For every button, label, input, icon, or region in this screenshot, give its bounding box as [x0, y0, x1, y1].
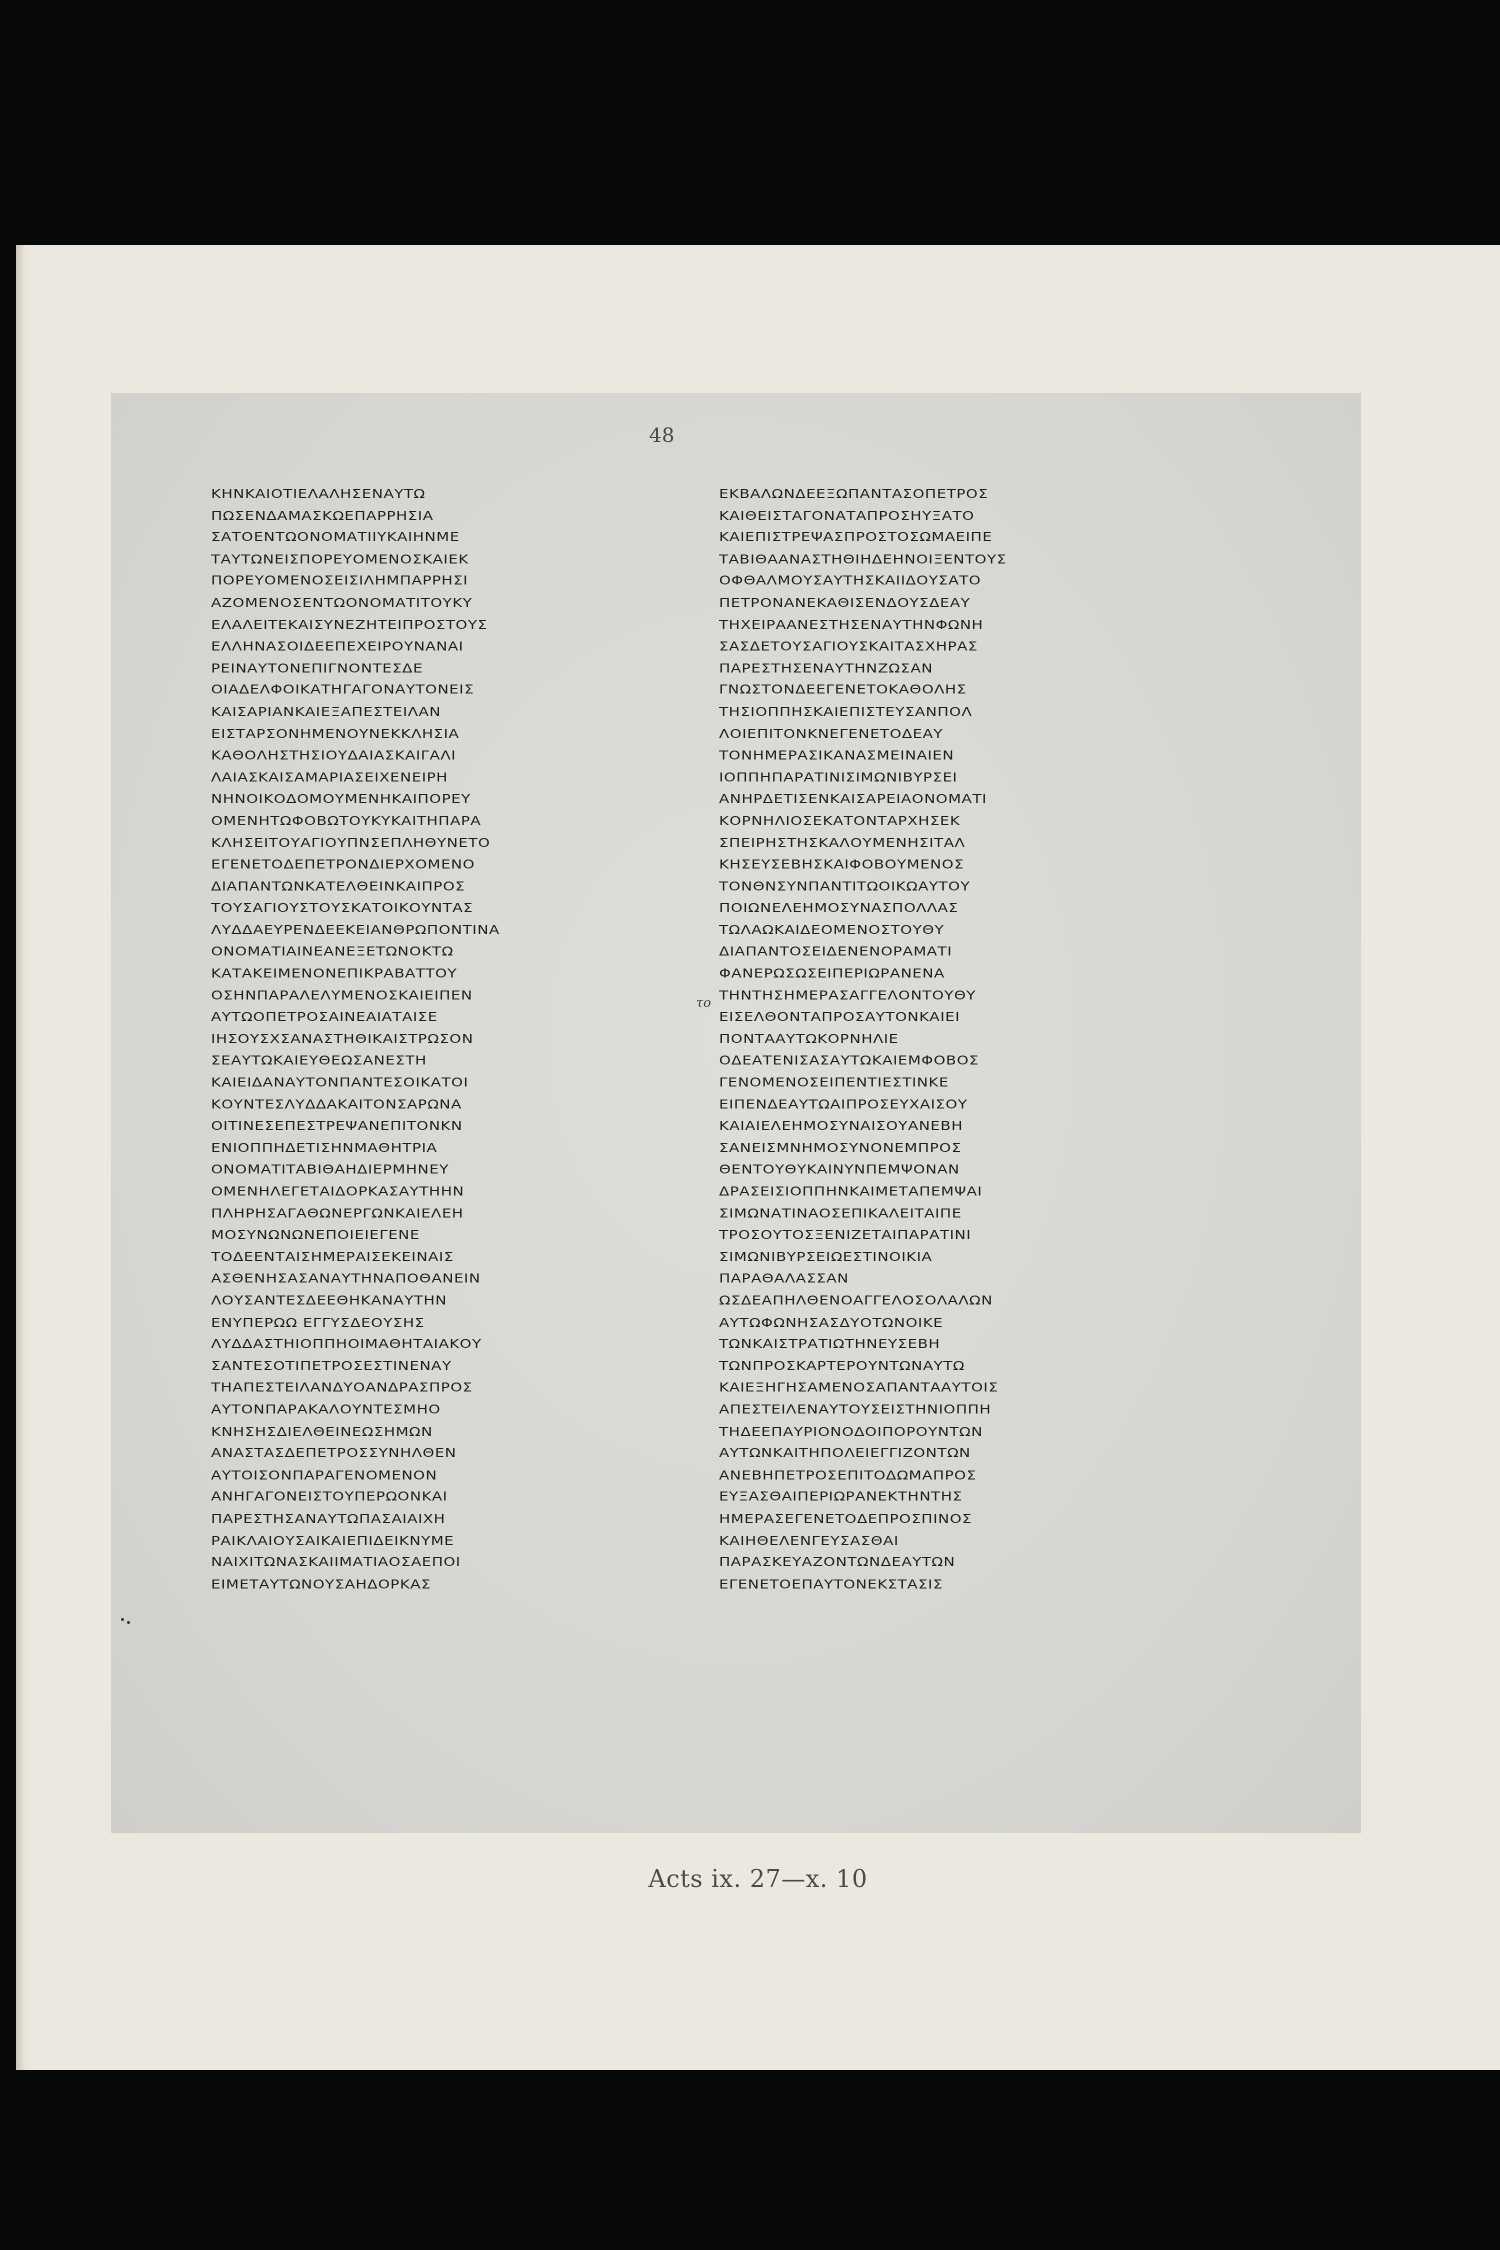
manuscript-line: ΕΙΠΕΝΔΕΑΥΤΩΑΙΠΡΟΣΕΥΧΑΙΣΟΥ — [719, 1096, 968, 1112]
manuscript-line: ΑΖΟΜΕΝΟΣΕΝΤΩΟΝΟΜΑΤΙΤΟΥΚΥ — [211, 595, 473, 611]
manuscript-line: ΑΝΕΒΗΠΕΤΡΟΣΕΠΙΤΟΔΩΜΑΠΡΟΣ — [719, 1467, 977, 1483]
manuscript-line: ΑΥΤΩΟΠΕΤΡΟΣΑΙΝΕΑΙΑΤΑΙΣΕ — [211, 1009, 438, 1025]
manuscript-line: ΕΝΥΠΕΡΩΩ ΕΓΓΥΣΔΕΟΥΣΗΣ — [211, 1314, 425, 1330]
manuscript-line: ΤΗΑΠΕΣΤΕΙΛΑΝΔΥΟΑΝΔΡΑΣΠΡΟΣ — [211, 1380, 473, 1396]
manuscript-line: ΤΩΝΚΑΙΣΤΡΑΤΙΩΤΗΝΕΥΣΕΒΗ — [719, 1336, 941, 1352]
manuscript-line: ΤΗΝΤΗΣΗΜΕΡΑΣΑΓΓΕΛΟΝΤΟΥΘΥ — [719, 987, 976, 1003]
manuscript-line: ΣΑΤΟΕΝΤΩΟΝΟΜΑΤΙΙΥΚΑΙΗΝΜΕ — [211, 529, 460, 545]
manuscript-line: ΚΗΣΕΥΣΕΒΗΣΚΑΙΦΟΒΟΥΜΕΝΟΣ — [719, 856, 965, 872]
manuscript-line: ΡΕΙΝΑΥΤΟΝΕΠΙΓΝΟΝΤΕΣΔΕ — [211, 660, 423, 676]
manuscript-line: ΕΚΒΑΛΩΝΔΕΕΞΩΠΑΝΤΑΣΟΠΕΤΡΟΣ — [719, 486, 989, 502]
manuscript-line: ΤΟΝΗΜΕΡΑΣΙΚΑΝΑΣΜΕΙΝΑΙΕΝ — [719, 747, 955, 763]
manuscript-line: ΓΕΝΟΜΕΝΟΣΕΙΠΕΝΤΙΕΣΤΙΝΚΕ — [719, 1075, 949, 1090]
manuscript-line: ΛΥΔΔΑΣΤΗΙΟΠΠΗΟΙΜΑΘΗΤΑΙΑΚΟΥ — [211, 1336, 482, 1352]
manuscript-line: ΣΙΜΩΝΙΒΥΡΣΕΙΩΕΣΤΙΝΟΙΚΙΑ — [719, 1249, 933, 1265]
page-edge — [16, 245, 30, 2070]
manuscript-line: ΛΥΔΔΑΕΥΡΕΝΔΕΕΚΕΙΑΝΘΡΩΠΟΝΤΙΝΑ — [211, 922, 500, 938]
manuscript-line: ΤΗΔΕΕΠΑΥΡΙΟΝΟΔΟΙΠΟΡΟΥΝΤΩΝ — [719, 1423, 983, 1439]
manuscript-line: ΚΛΗΣΕΙΤΟΥΑΓΙΟΥΠΝΣΕΠΛΗΘΥΝΕΤΟ — [211, 835, 491, 850]
manuscript-line: ΠΑΡΑΣΚΕΥΑΖΟΝΤΩΝΔΕΑΥΤΩΝ — [719, 1554, 956, 1570]
manuscript-line: ΟΣΗΝΠΑΡΑΛΕΛΥΜΕΝΟΣΚΑΙΕΙΠΕΝ — [211, 987, 473, 1003]
manuscript-line: ΔΙΑΠΑΝΤΩΝΚΑΤΕΛΘΕΙΝΚΑΙΠΡΟΣ — [211, 878, 466, 894]
manuscript-line: ΗΜΕΡΑΣΕΓΕΝΕΤΟΔΕΠΡΟΣΠΙΝΟΣ — [719, 1511, 973, 1526]
marginal-note: το — [696, 996, 712, 1011]
manuscript-line: ΠΟΝΤΑΑΥΤΩΚΟΡΝΗΛΙΕ — [719, 1031, 899, 1047]
manuscript-line: ΠΛΗΡΗΣΑΓΑΘΩΝΕΡΓΩΝΚΑΙΕΛΕΗ — [211, 1205, 464, 1221]
speck-mark — [121, 1618, 124, 1621]
manuscript-line: ΟΔΕΑΤΕΝΙΣΑΣΑΥΤΩΚΑΙΕΜΦΟΒΟΣ — [719, 1053, 979, 1069]
manuscript-line: ΚΑΘΟΛΗΣΤΗΣΙΟΥΔΑΙΑΣΚΑΙΓΑΛΙ — [211, 747, 457, 763]
manuscript-line: ΑΣΘΕΝΗΣΑΣΑΝΑΥΤΗΝΑΠΟΘΑΝΕΙΝ — [211, 1271, 481, 1287]
manuscript-line: ΠΑΡΑΘΑΛΑΣΣΑΝ — [719, 1271, 849, 1287]
manuscript-line: ΕΙΣΤΑΡΣΟΝΗΜΕΝΟΥΝΕΚΚΛΗΣΙΑ — [211, 726, 460, 741]
manuscript-line: ΤΡΟΣΟΥΤΟΣΞΕΝΙΖΕΤΑΙΠΑΡΑΤΙΝΙ — [719, 1227, 972, 1243]
manuscript-line: ΚΑΙΕΠΙΣΤΡΕΨΑΣΠΡΟΣΤΟΣΩΜΑΕΙΠΕ — [719, 529, 993, 545]
manuscript-line: ΦΑΝΕΡΩΣΩΣΕΙΠΕΡΙΩΡΑΝΕΝΑ — [719, 966, 945, 981]
manuscript-line: ΕΙΣΕΛΘΟΝΤΑΠΡΟΣΑΥΤΟΝΚΑΙΕΙ — [719, 1009, 961, 1025]
manuscript-line: ΚΑΙΣΑΡΙΑΝΚΑΙΕΞΑΠΕΣΤΕΙΛΑΝ — [211, 704, 441, 720]
book-page — [16, 245, 1500, 2070]
plate-caption: Acts ix. 27—x. 10 — [648, 1865, 868, 1893]
left-text-column — [211, 483, 671, 1595]
manuscript-line: ΝΑΙΧΙΤΩΝΑΣΚΑΙΙΜΑΤΙΑΟΣΑΕΠΟΙ — [211, 1554, 461, 1570]
manuscript-line: ΕΙΜΕΤΑΥΤΩΝΟΥΣΑΗΔΟΡΚΑΣ — [211, 1576, 431, 1592]
manuscript-line: ΟΙΤΙΝΕΣΕΠΕΣΤΡΕΨΑΝΕΠΙΤΟΝΚΝ — [211, 1118, 463, 1134]
manuscript-line: ΟΦΘΑΛΜΟΥΣΑΥΤΗΣΚΑΙΙΔΟΥΣΑΤΟ — [719, 573, 982, 589]
manuscript-line: ΠΩΣΕΝΔΑΜΑΣΚΩΕΠΑΡΡΗΣΙΑ — [211, 508, 434, 523]
manuscript-line: ΑΝΗΡΔΕΤΙΣΕΝΚΑΙΣΑΡΕΙΑΟΝΟΜΑΤΙ — [719, 791, 987, 807]
manuscript-line: ΤΟΔΕΕΝΤΑΙΣΗΜΕΡΑΙΣΕΚΕΙΝΑΙΣ — [211, 1249, 454, 1265]
manuscript-line: ΚΑΙΑΙΕΛΕΗΜΟΣΥΝΑΙΣΟΥΑΝΕΒΗ — [719, 1118, 963, 1134]
manuscript-line: ΙΗΣΟΥΣΧΣΑΝΑΣΤΗΘΙΚΑΙΣΤΡΩΣΟΝ — [211, 1031, 474, 1047]
manuscript-line: ΜΟΣΥΝΩΝΩΝΕΠΟΙΕΙΕΓΕΝΕ — [211, 1227, 420, 1243]
manuscript-line: ΩΣΔΕΑΠΗΛΘΕΝΟΑΓΓΕΛΟΣΟΛΑΛΩΝ — [719, 1293, 993, 1308]
manuscript-line: ΕΓΕΝΕΤΟΕΠΑΥΤΟΝΕΚΣΤΑΣΙΣ — [719, 1576, 943, 1592]
manuscript-line: ΑΥΤΟΝΠΑΡΑΚΑΛΟΥΝΤΕΣΜΗΟ — [211, 1402, 441, 1417]
manuscript-line: ΚΟΥΝΤΕΣΛΥΔΔΑΚΑΙΤΟΝΣΑΡΩΝΑ — [211, 1096, 462, 1112]
manuscript-line: ΟΙΑΔΕΛΦΟΙΚΑΤΗΓΑΓΟΝΑΥΤΟΝΕΙΣ — [211, 682, 475, 698]
right-text-column — [719, 483, 1189, 1595]
manuscript-line: ΡΑΙΚΛΑΙΟΥΣΑΙΚΑΙΕΠΙΔΕΙΚΝΥΜΕ — [211, 1533, 455, 1548]
manuscript-line: ΑΥΤΩΦΩΝΗΣΑΣΔΥΟΤΩΝΟΙΚΕ — [719, 1314, 944, 1330]
manuscript-line: ΚΑΙΕΙΔΑΝΑΥΤΟΝΠΑΝΤΕΣΟΙΚΑΤΟΙ — [211, 1075, 469, 1090]
manuscript-line: ΚΗΝΚΑΙΟΤΙΕΛΑΛΗΣΕΝΑΥΤΩ — [211, 486, 426, 502]
manuscript-line: ΤΗΣΙΟΠΠΗΣΚΑΙΕΠΙΣΤΕΥΣΑΝΠΟΛ — [719, 704, 973, 720]
manuscript-line: ΟΜΕΝΗΤΩΦΟΒΩΤΟΥΚΥΚΑΙΤΗΠΑΡΑ — [211, 813, 482, 829]
speck-mark — [127, 1621, 130, 1624]
manuscript-line: ΑΝΑΣΤΑΣΔΕΠΕΤΡΟΣΣΥΝΗΛΘΕΝ — [211, 1445, 457, 1461]
manuscript-line: ΛΟΥΣΑΝΤΕΣΔΕΕΘΗΚΑΝΑΥΤΗΝ — [211, 1293, 448, 1308]
manuscript-line: ΤΩΛΑΩΚΑΙΔΕΟΜΕΝΟΣΤΟΥΘΥ — [719, 922, 945, 938]
manuscript-line: ΠΕΤΡΟΝΑΝΕΚΑΘΙΣΕΝΔΟΥΣΔΕΑΥ — [719, 595, 971, 611]
manuscript-line: ΕΛΑΛΕΙΤΕΚΑΙΣΥΝΕΖΗΤΕΙΠΡΟΣΤΟΥΣ — [211, 617, 488, 632]
manuscript-line: ΓΝΩΣΤΟΝΔΕΕΓΕΝΕΤΟΚΑΘΟΛΗΣ — [719, 682, 967, 698]
manuscript-line: ΣΑΣΔΕΤΟΥΣΑΓΙΟΥΣΚΑΙΤΑΣΧΗΡΑΣ — [719, 638, 978, 654]
manuscript-line: ΚΑΙΕΞΗΓΗΣΑΜΕΝΟΣΑΠΑΝΤΑΑΥΤΟΙΣ — [719, 1380, 999, 1396]
manuscript-line: ΤΟΥΣΑΓΙΟΥΣΤΟΥΣΚΑΤΟΙΚΟΥΝΤΑΣ — [211, 900, 474, 916]
manuscript-line: ΔΡΑΣΕΙΣΙΟΠΠΗΝΚΑΙΜΕΤΑΠΕΜΨΑΙ — [719, 1184, 983, 1199]
manuscript-line: ΚΑΤΑΚΕΙΜΕΝΟΝΕΠΙΚΡΑΒΑΤΤΟΥ — [211, 966, 458, 981]
manuscript-line: ΤΟΝΘΝΣΥΝΠΑΝΤΙΤΩΟΙΚΩΑΥΤΟΥ — [719, 878, 971, 894]
manuscript-line: ΝΗΝΟΙΚΟΔΟΜΟΥΜΕΝΗΚΑΙΠΟΡΕΥ — [211, 791, 471, 807]
manuscript-line: ΕΥΞΑΣΘΑΙΠΕΡΙΩΡΑΝΕΚΤΗΝΤΗΣ — [719, 1489, 963, 1505]
manuscript-line: ΠΟΡΕΥΟΜΕΝΟΣΕΙΣΙΛΗΜΠΑΡΡΗΣΙ — [211, 573, 469, 589]
manuscript-line: ΚΑΙΘΕΙΣΤΑΓΟΝΑΤΑΠΡΟΣΗΥΞΑΤΟ — [719, 508, 975, 523]
manuscript-line: ΣΑΝΕΙΣΜΝΗΜΟΣΥΝΟΝΕΜΠΡΟΣ — [719, 1140, 962, 1156]
manuscript-line: ΙΟΠΠΗΠΑΡΑΤΙΝΙΣΙΜΩΝΙΒΥΡΣΕΙ — [719, 769, 958, 785]
manuscript-line: ΑΥΤΟΙΣΟΝΠΑΡΑΓΕΝΟΜΕΝΟΝ — [211, 1467, 438, 1483]
manuscript-line: ΘΕΝΤΟΥΘΥΚΑΙΝΥΝΠΕΜΨΟΝΑΝ — [719, 1162, 960, 1178]
manuscript-line: ΟΝΟΜΑΤΙΤΑΒΙΘΑΗΔΙΕΡΜΗΝΕΥ — [211, 1162, 449, 1178]
manuscript-line: ΚΑΙΗΘΕΛΕΝΓΕΥΣΑΣΘΑΙ — [719, 1533, 899, 1548]
manuscript-line: ΚΝΗΣΗΣΔΙΕΛΘΕΙΝΕΩΣΗΜΩΝ — [211, 1423, 433, 1439]
manuscript-line: ΛΑΙΑΣΚΑΙΣΑΜΑΡΙΑΣΕΙΧΕΝΕΙΡΗ — [211, 769, 448, 785]
manuscript-line: ΕΛΛΗΝΑΣΟΙΔΕΕΠΕΧΕΙΡΟΥΝΑΝΑΙ — [211, 638, 464, 654]
manuscript-line: ΤΗΧΕΙΡΑΑΝΕΣΤΗΣΕΝΑΥΤΗΝΦΩΝΗ — [719, 617, 984, 632]
manuscript-plate — [111, 393, 1361, 1833]
manuscript-line: ΕΓΕΝΕΤΟΔΕΠΕΤΡΟΝΔΙΕΡΧΟΜΕΝΟ — [211, 856, 475, 872]
manuscript-line: ΚΟΡΝΗΛΙΟΣΕΚΑΤΟΝΤΑΡΧΗΣΕΚ — [719, 813, 961, 829]
manuscript-line: ΑΝΗΓΑΓΟΝΕΙΣΤΟΥΠΕΡΩΟΝΚΑΙ — [211, 1489, 448, 1505]
manuscript-line: ΠΑΡΕΣΤΗΣΕΝΑΥΤΗΝΖΩΣΑΝ — [719, 660, 933, 676]
manuscript-line: ΣΙΜΩΝΑΤΙΝΑΟΣΕΠΙΚΑΛΕΙΤΑΙΠΕ — [719, 1205, 962, 1221]
manuscript-line: ΑΥΤΩΝΚΑΙΤΗΠΟΛΕΙΕΓΓΙΖΟΝΤΩΝ — [719, 1445, 971, 1461]
manuscript-line: ΣΕΑΥΤΩΚΑΙΕΥΘΕΩΣΑΝΕΣΤΗ — [211, 1053, 427, 1069]
manuscript-line: ΠΟΙΩΝΕΛΕΗΜΟΣΥΝΑΣΠΟΛΛΑΣ — [719, 900, 959, 916]
manuscript-line: ΟΜΕΝΗΛΕΓΕΤΑΙΔΟΡΚΑΣΑΥΤΗΗΝ — [211, 1184, 465, 1199]
manuscript-line: ΔΙΑΠΑΝΤΟΣΕΙΔΕΝΕΝΟΡΑΜΑΤΙ — [719, 944, 953, 959]
manuscript-line: ΛΟΙΕΠΙΤΟΝΚΝΕΓΕΝΕΤΟΔΕΑΥ — [719, 726, 944, 741]
folio-number: 48 — [649, 423, 675, 447]
manuscript-line: ΤΩΝΠΡΟΣΚΑΡΤΕΡΟΥΝΤΩΝΑΥΤΩ — [719, 1358, 965, 1374]
manuscript-line: ΣΠΕΙΡΗΣΤΗΣΚΑΛΟΥΜΕΝΗΣΙΤΑΛ — [719, 835, 966, 850]
manuscript-line: ΠΑΡΕΣΤΗΣΑΝΑΥΤΩΠΑΣΑΙΑΙΧΗ — [211, 1511, 446, 1526]
manuscript-line: ΣΑΝΤΕΣΟΤΙΠΕΤΡΟΣΕΣΤΙΝΕΝΑΥ — [211, 1358, 452, 1374]
manuscript-line: ΟΝΟΜΑΤΙΑΙΝΕΑΝΕΞΕΤΩΝΟΚΤΩ — [211, 944, 454, 959]
manuscript-line: ΕΝΙΟΠΠΗΔΕΤΙΣΗΝΜΑΘΗΤΡΙΑ — [211, 1140, 438, 1156]
manuscript-line: ΤΑΥΤΩΝΕΙΣΠΟΡΕΥΟΜΕΝΟΣΚΑΙΕΚ — [211, 551, 469, 567]
manuscript-line: ΤΑΒΙΘΑΑΝΑΣΤΗΘΙΗΔΕΗΝΟΙΞΕΝΤΟΥΣ — [719, 551, 1007, 567]
manuscript-line: ΑΠΕΣΤΕΙΛΕΝΑΥΤΟΥΣΕΙΣΤΗΝΙΟΠΠΗ — [719, 1402, 992, 1417]
